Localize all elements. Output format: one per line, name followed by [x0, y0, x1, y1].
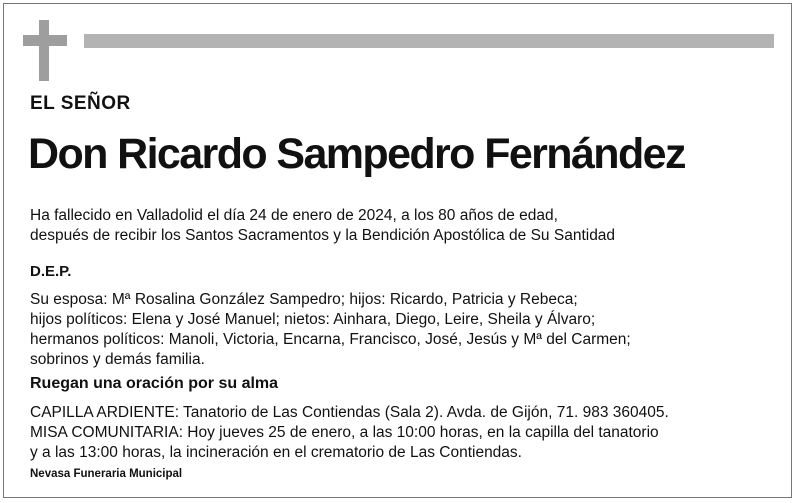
- family-line: sobrinos y demás familia.: [30, 351, 205, 368]
- family-line: hermanos políticos: Manoli, Victoria, Encarna, Francisco, José, Jesús y Mª del Carmen;: [30, 331, 631, 348]
- service-details: [30, 403, 669, 463]
- announcement-line: después de recibir los Santos Sacramentos y la Bendición Apostólica de Su Santidad: [30, 227, 616, 244]
- service-line: CAPILLA ARDIENTE: Tanatorio de Las Contiendas (Sala 2). Avda. de Gijón, 71. 983 360405.: [30, 404, 669, 421]
- cross-horizontal-bar: [23, 35, 67, 46]
- announcement-line: Ha fallecido en Valladolid el día 24 de enero de 2024, a los 80 años de edad,: [30, 207, 558, 224]
- service-line: MISA COMUNITARIA: Hoy jueves 25 de enero, a las 10:00 horas, en la capilla del tanatorio: [30, 424, 659, 441]
- funeral-home-name: Nevasa Funeraria Municipal: [30, 468, 183, 480]
- cross-vertical-bar: [39, 20, 49, 81]
- rip-label: D.E.P.: [30, 263, 72, 280]
- death-announcement: [30, 206, 615, 246]
- honorific-title: EL SEÑOR: [30, 93, 131, 114]
- service-line: y a las 13:00 horas, la incineración en el crematorio de Las Contiendas.: [30, 444, 522, 461]
- prayer-request: Ruegan una oración por su alma: [30, 375, 279, 392]
- family-line: Su esposa: Mª Rosalina González Sampedro; hijos: Ricardo, Patricia y Rebeca;: [30, 291, 578, 308]
- deceased-name: Don Ricardo Sampedro Fernández: [28, 130, 685, 178]
- family-line: hijos políticos: Elena y José Manuel; nietos: Ainhara, Diego, Leire, Sheila y Álvaro;: [30, 311, 596, 328]
- header-rule: [84, 34, 774, 48]
- family-list: [30, 290, 631, 370]
